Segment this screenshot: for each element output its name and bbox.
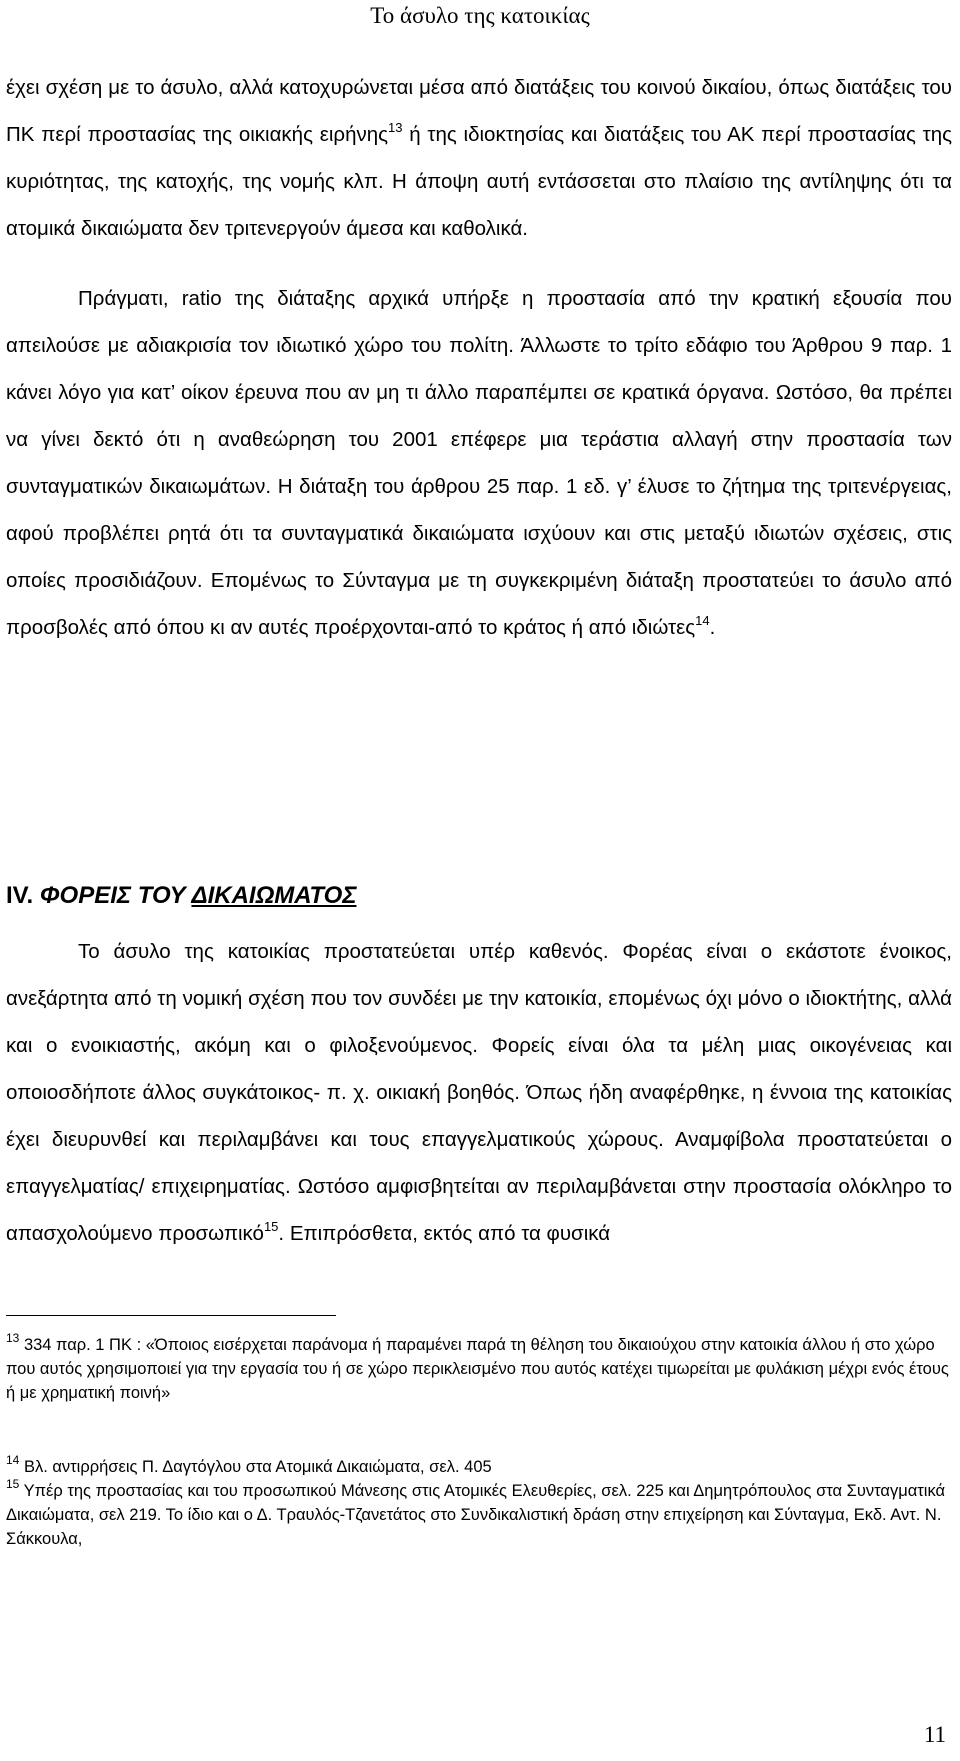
paragraph-text: ή της ιδιοκτησίας και διατάξεις του ΑΚ περί προστασίας της κυριότητας, της κατοχής, της νομής κλπ. Η άποψη αυτή εντάσσεται στο πλαίσιο της αντίληψης ότι τα ατομικά δικαιώματα δεν τριτενεργούν άμεσα και καθολικά. <box>6 123 953 240</box>
paragraph-text: Πράγματι, ratio της διάταξης αρχικά υπήρξε η προστασία από την κρατική εξουσία που απειλούσε με αδιακρισία τον ιδιωτικό χώρο του πολίτη. Άλλωστε το τρίτο εδάφιο του Άρθρου 9 παρ. 1 κάνει λόγο για κατ’ οίκον έρευνα που αν μη τι άλλο παραπέμπει σε κρατικά όργανα. Ωστόσο, θα πρέπει να γίνει δεκτό ότι η αναθεώρηση του 2001 επέφερε μια τεράστια αλλαγή στην προστασία των συνταγματικών δικαιωμάτων. Η διάταξη του άρθρου 25 παρ. 1 εδ. γ’ έλυσε το ζήτημα της τριτενέργειας, αφού προβλέπει ρητά ότι τα συνταγματικά δικαιώματα ισχύουν και στις μεταξύ ιδιωτών σχέσεις, στις οποίες προσιδιάζουν. Επομένως το Σύνταγμα με τη συγκεκριμένη διάταξη προστατεύει το άσυλο από προσβολές από όπου κι αν αυτές προέρχονται-από το κράτος ή από ιδιώτες <box>6 287 952 639</box>
running-header: Το άσυλο της κατοικίας <box>370 3 590 28</box>
page-number: 11 <box>923 1722 946 1747</box>
body-paragraph-3 <box>6 928 952 1257</box>
footnote <box>6 1455 952 1479</box>
paragraph-text: Το άσυλο της κατοικίας προστατεύεται υπέρ καθενός. Φορέας είναι ο εκάστοτε ένοικος, ανεξάρτητα από τη νομική σχέση που τον συνδέει με την κατοικία, επομένως όχι μόνο ο ιδιοκτήτης, αλλά και ο ενοικιαστής, ακόμη και ο φιλοξενούμενος. Φορείς είναι όλα τα μέλη μιας οικογένειας και οποιοσδήποτε άλλος συγκάτοικος- π. χ. οικιακή βοηθός. Όπως ήδη αναφέρθηκε, η έννοια της κατοικίας έχει διευρυνθεί και περιλαμβάνει και τους επαγγελματικούς χώρους. Αναμφίβολα προστατεύεται ο επαγγελματίας/ επιχειρηματίας. Ωστόσο αμφισβητείται αν περιλαμβάνεται στην προστασία ολόκληρο το απασχολούμενο προσωπικό <box>6 940 952 1245</box>
footnote-ref-14[interactable]: 14 <box>695 613 710 628</box>
paragraph-text: . Επιπρόσθετα, εκτός από τα φυσικά <box>278 1222 611 1245</box>
footnote <box>6 1333 952 1405</box>
footnote <box>6 1479 952 1551</box>
body-paragraph-2 <box>6 275 952 651</box>
section-number: IV. <box>6 882 34 909</box>
section-title-underlined: ΔΙΚΑΙΩΜΑΤΟΣ <box>191 882 357 909</box>
paragraph-text: έχει σχέση με το άσυλο, αλλά κατοχυρώνεται μέσα από διατάξεις του κοινού δικαίου, όπως διατάξεις του ΠΚ περί προστασίας της οικιακής ειρήνης <box>6 76 952 146</box>
footnote-ref-15[interactable]: 15 <box>263 1219 279 1234</box>
footnote-ref-13[interactable]: 13 <box>388 120 403 135</box>
paragraph <box>6 275 952 651</box>
paragraph <box>6 64 952 252</box>
footnote-text: Υπέρ της προστασίας και του προσωπικού Μάνεσης στις Ατομικές Ελευθερίες, σελ. 225 και Δημητρόπουλος στα Συνταγματικά Δικαιώματα, σελ 219. Το ίδιο και ο Δ. Τραυλός-Τζανετάτος στο Συνδικαλιστική δράση στην επιχείρηση και Σύνταγμα, Εκδ. Αντ. Ν. Σάκκουλα, <box>6 1482 946 1548</box>
footnote-separator <box>6 1315 336 1316</box>
section-heading <box>6 880 357 912</box>
footnotes-14-15 <box>6 1455 952 1551</box>
paragraph <box>6 928 952 1257</box>
footnote-number: 14 <box>6 1453 20 1467</box>
footnote-number: 13 <box>6 1331 20 1345</box>
footnote-text: Βλ. αντιρρήσεις Π. Δαγτόγλου στα Ατομικά Δικαιώματα, σελ. 405 <box>19 1458 492 1476</box>
footnote-13 <box>6 1333 952 1405</box>
section-title: ΦΟΡΕΙΣ ΤΟΥ <box>39 882 192 909</box>
paragraph-text: . <box>709 616 716 639</box>
footnote-number: 15 <box>6 1477 20 1491</box>
body-paragraph-1 <box>6 64 952 252</box>
footnote-text: 334 παρ. 1 ΠΚ : «Όποιος εισέρχεται παράνομα ή παραμένει παρά τη θέληση του δικαιούχου στην κατοικία άλλου ή στο χώρο που αυτός χρησιμοποιεί για την εργασία του ή σε χώρο περικλεισμένο που αυτός κατέχει τιμωρείται με φυλάκιση μέχρι ενός έτους ή με χρηματική ποινή» <box>6 1336 949 1402</box>
